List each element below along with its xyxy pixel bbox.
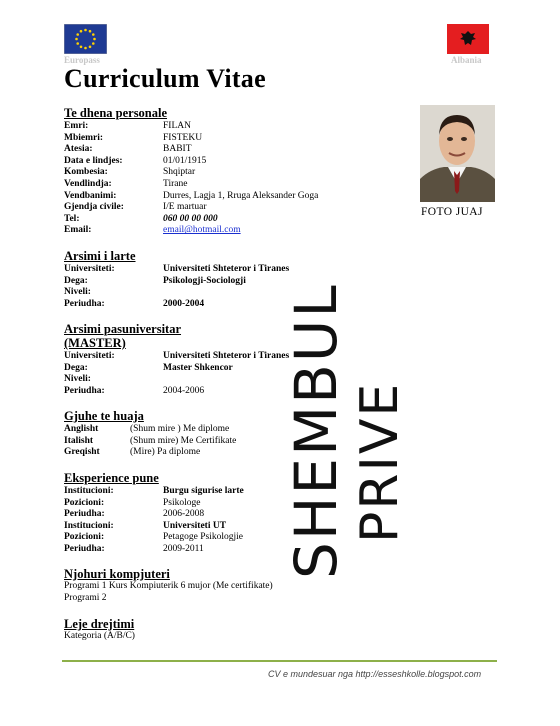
info-label: Kombesia:	[64, 167, 108, 178]
info-label: Pozicioni:	[64, 532, 105, 543]
portrait-photo	[420, 105, 495, 202]
eu-star	[76, 42, 79, 45]
eu-flag-icon	[64, 24, 107, 54]
info-label: Pozicioni:	[64, 497, 105, 508]
info-label: Institucioni:	[64, 520, 114, 531]
info-label: Atesia:	[64, 144, 93, 155]
eu-star	[93, 38, 96, 41]
eu-label: Europass	[64, 55, 100, 65]
section-heading-personal: Te dhena personale	[64, 106, 168, 120]
info-label: Emri:	[64, 121, 89, 131]
footer-credit: CV e mundesuar nga http://esseshkolle.blogspot.com	[268, 669, 482, 679]
info-label: Universiteti:	[64, 351, 115, 361]
info-value: Burgu sigurise larte	[163, 486, 244, 496]
info-value: (Mire) Pa diplome	[130, 447, 201, 458]
section-heading-education: Arsimi i larte	[64, 249, 136, 263]
computer-line: Programi 2	[64, 593, 107, 603]
photo-caption: FOTO JUAJ	[421, 206, 483, 218]
info-label: Italisht	[64, 435, 94, 446]
info-label: Periudha:	[64, 509, 105, 520]
license-line: Kategoria (A/B/C)	[64, 631, 135, 641]
info-value: 060 00 00 000	[163, 213, 218, 224]
section-heading-languages: Gjuhe te huaja	[64, 409, 144, 423]
info-value: FILAN	[163, 121, 191, 131]
info-label: Periudha:	[64, 298, 105, 309]
info-value: Universiteti UT	[163, 520, 227, 531]
watermark-prive: PRIVE	[350, 381, 410, 543]
page-title: Curriculum Vitae	[64, 64, 266, 93]
info-label: Periudha:	[64, 544, 105, 554]
info-value: 2009-2011	[163, 544, 204, 554]
eu-star	[89, 45, 92, 48]
eu-star	[84, 29, 87, 32]
info-label: Niveli:	[64, 374, 91, 385]
info-value: Durres, Lagja 1, Rruga Aleksander Goga	[163, 190, 319, 201]
eu-star	[80, 30, 83, 33]
eu-star	[84, 47, 87, 50]
eu-star	[89, 30, 92, 33]
info-label: Periudha:	[64, 385, 105, 396]
computer-line: Programi 1 Kurs Kompiuterik 6 mujor (Me certifikate)	[64, 581, 273, 591]
info-label: Niveli:	[64, 287, 91, 298]
albania-flag-icon	[447, 24, 489, 54]
info-value: Universiteti Shteteror i Tiranes	[163, 264, 290, 274]
info-label: Gjendja civile:	[64, 202, 124, 213]
eu-star	[92, 42, 95, 45]
section-heading-license: Leje drejtimi	[64, 617, 135, 631]
info-label: Data e lindjes:	[64, 155, 123, 166]
info-value: Tirane	[163, 179, 188, 189]
info-value: Universiteti Shteteror i Tiranes	[163, 351, 290, 361]
info-value: (Shum mire ) Me diplome	[130, 424, 230, 434]
eu-star	[75, 38, 78, 41]
info-value: I/E martuar	[163, 202, 207, 213]
section-heading-postgrad: Arsimi pasuniversitar	[64, 322, 182, 336]
info-value: 2006-2008	[163, 509, 205, 520]
info-label: Vendlindja:	[64, 179, 112, 189]
info-value: Shqiptar	[163, 167, 196, 178]
info-value: 01/01/1915	[163, 155, 207, 166]
section-heading-postgrad-line2: (MASTER)	[64, 336, 126, 350]
info-value: 2000-2004	[163, 298, 205, 309]
info-label: Universiteti:	[64, 264, 115, 274]
info-value: (Shum mire) Me Certifikate	[130, 435, 237, 446]
section-heading-computer: Njohuri kompjuteri	[64, 567, 170, 581]
eu-star	[76, 33, 79, 36]
info-label: Greqisht	[64, 447, 100, 458]
info-label: Vendbanimi:	[64, 190, 117, 201]
email-link[interactable]: email@hotmail.com	[163, 225, 241, 236]
info-value: BABIT	[163, 144, 192, 155]
eu-star	[92, 33, 95, 36]
info-label: Tel:	[64, 213, 80, 224]
info-label: Dega:	[64, 362, 88, 373]
footer-rule	[62, 660, 497, 662]
info-value: Psikologe	[163, 497, 201, 508]
info-value: Petagoge Psikologjie	[163, 532, 243, 543]
info-label: Anglisht	[64, 424, 99, 434]
info-label: Dega:	[64, 275, 88, 286]
country-label: Albania	[451, 55, 482, 65]
info-label: Email:	[64, 225, 92, 236]
info-value: FISTEKU	[163, 132, 203, 143]
info-label: Mbiemri:	[64, 132, 104, 143]
eu-star	[80, 45, 83, 48]
info-value: 2004-2006	[163, 385, 205, 396]
info-label: Institucioni:	[64, 486, 114, 496]
watermark-shembul: SHEMBUL	[282, 283, 350, 579]
section-heading-experience: Eksperience pune	[64, 471, 159, 485]
info-value: Psikologji-Sociologji	[163, 275, 246, 286]
info-value: Master Shkencor	[163, 362, 233, 373]
